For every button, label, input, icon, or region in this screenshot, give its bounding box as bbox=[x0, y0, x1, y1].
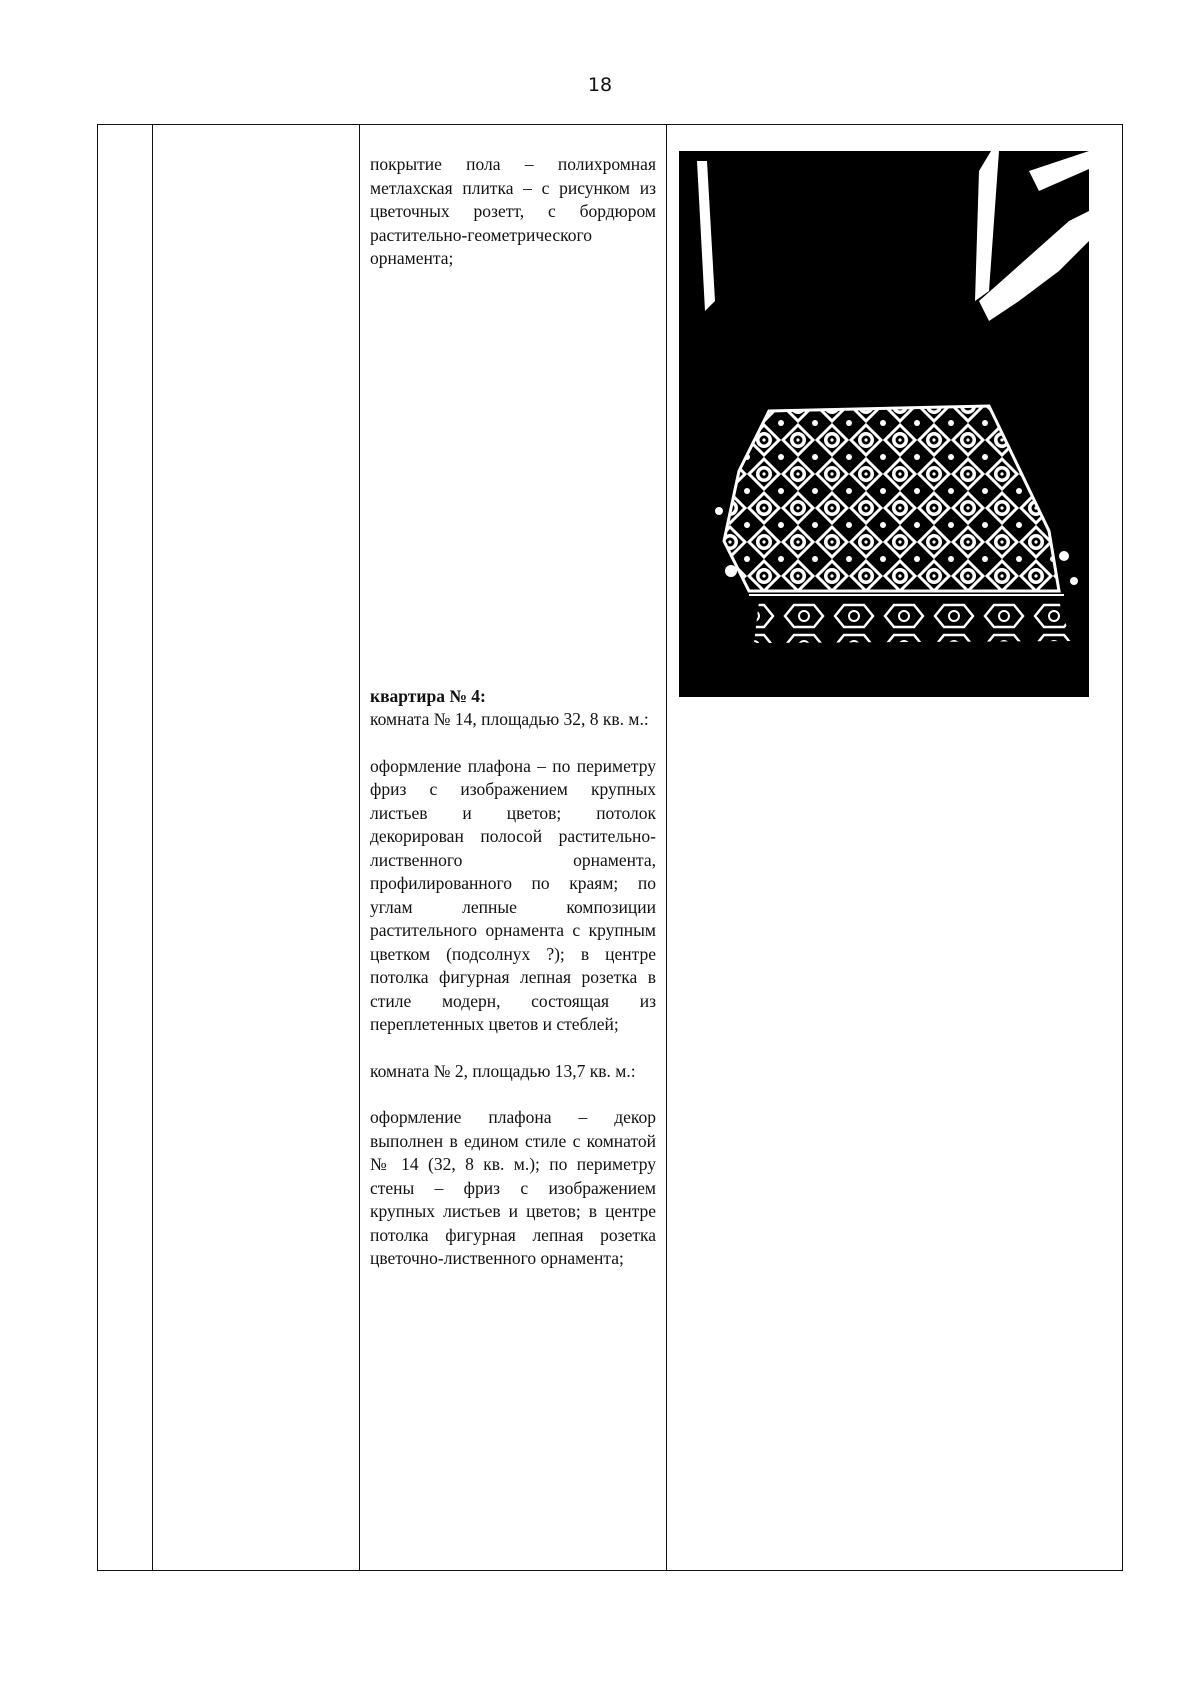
tiled-floor-photo bbox=[679, 151, 1089, 697]
photo-cell bbox=[667, 125, 1123, 1571]
floor-description: покрытие пола – полихромная метлахская плитка – с рисунком из цветочных розетт, с бордюром растительно-геометрического орнамента; bbox=[370, 154, 656, 268]
room2-ceiling-description: оформление плафона – декор выполнен в едином стиле с комнатой № 14 (32, 8 кв. м.); по периметру стены – фриз с изображением крупных листьев и цветов; в центре потолка фигурная лепная розетка цветочно-лиственного орнамента; bbox=[370, 1107, 656, 1268]
page-number: 18 bbox=[587, 74, 613, 96]
table-row bbox=[98, 125, 1123, 1571]
room2-heading: комната № 2, площадью 13,7 кв. м.: bbox=[370, 1060, 636, 1081]
description-cell bbox=[360, 125, 667, 1571]
apartment-heading: квартира № 4: bbox=[370, 685, 486, 706]
room14-ceiling-description: оформление плафона – по периметру фриз с изображением крупных листьев и цветов; потолок декорирован полосой растительно-лиственного орнамента, профилированного по краям; по углам лепные композиции растительного орнамента с крупным цветком (подсолнух ?); в центре потолка фигурная лепная розетка в стиле модерн, состоящая из переплетенных цветов и стеблей; bbox=[370, 755, 656, 1034]
room14-heading: комната № 14, площадью 32, 8 кв. м.: bbox=[370, 709, 649, 729]
number-cell bbox=[98, 125, 153, 1571]
heritage-table bbox=[97, 124, 1123, 1571]
object-cell bbox=[153, 125, 360, 1571]
